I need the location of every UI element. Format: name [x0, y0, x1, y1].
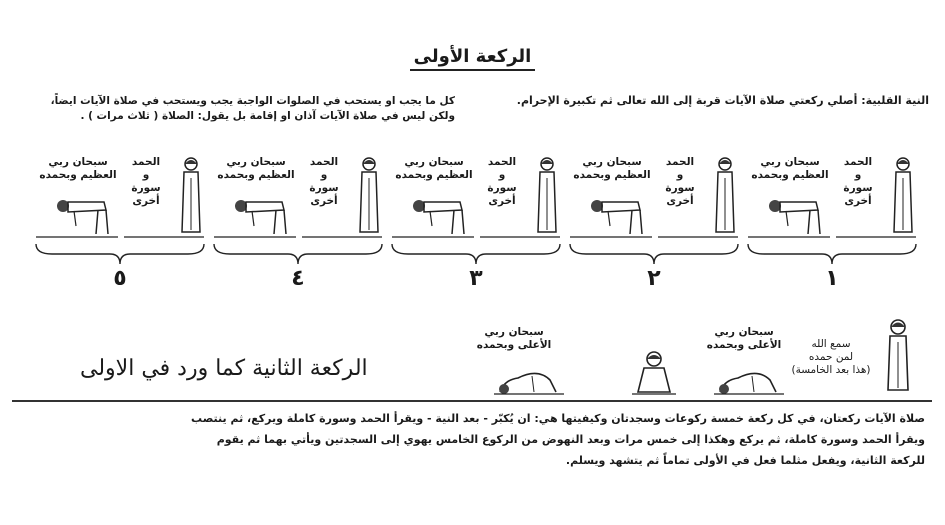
standing-figure-icon: [712, 156, 738, 234]
second-rakah-text: الركعة الثانية كما ورد في الاولى: [80, 356, 368, 381]
ruku-label: سبحان ربي العظيم وبحمده: [573, 156, 651, 181]
bowing-figure: [232, 196, 294, 240]
ground-line: [32, 236, 208, 270]
raku-number: ٥: [113, 266, 127, 291]
bowing-figure: [54, 196, 116, 240]
standing-figure: [178, 156, 204, 238]
raku-number: ٣: [469, 266, 483, 291]
raku-number: ٢: [647, 266, 661, 291]
brace-icon: [744, 236, 920, 266]
ruku-figure-icon: [588, 196, 650, 236]
stand-label: الحمد و سورة أخرى: [487, 156, 517, 207]
brace-icon: [566, 236, 742, 266]
divider: [12, 400, 932, 402]
standing-figure-icon: [178, 156, 204, 234]
ruku-label: سبحان ربي العظيم وبحمده: [751, 156, 829, 181]
brace-icon: [210, 236, 386, 266]
sujud-figure-2: [494, 362, 564, 402]
sujud1-label: سبحان ربي الأعلى وبحمده: [706, 326, 782, 351]
ground-line: [388, 236, 564, 270]
raku-number: ٤: [291, 266, 305, 291]
title-text: الركعة الأولى: [410, 46, 536, 71]
stand-label: الحمد و سورة أخرى: [131, 156, 161, 207]
ruku-figure-icon: [410, 196, 472, 236]
ruku-figure-icon: [232, 196, 294, 236]
ground-line: [210, 236, 386, 270]
brace-icon: [388, 236, 564, 266]
jalsa-figure: [632, 350, 676, 402]
standing-figure-icon: [534, 156, 560, 234]
standing-figure-icon: [890, 156, 916, 234]
stand-label: الحمد و سورة أخرى: [665, 156, 695, 207]
standing-figure: [890, 156, 916, 238]
sujud2-label: سبحان ربي الأعلى وبحمده: [476, 326, 552, 351]
explanation-line-2: ويقرأ الحمد وسورة كاملة، ثم يركع وهكذا إلى خمس مرات وبعد النهوض من الركوع الخامس يهوي إلى السجدتين ويأتي بهما ثم يقوم: [216, 433, 925, 446]
ground-line: [566, 236, 742, 270]
page-title: [0, 46, 945, 67]
standing-figure: [534, 156, 560, 238]
note-line-2: ولكن ليس في صلاة الآيات آذان او إقامة بل يقول: الصلاة ( ثلاث مرات ) .: [80, 110, 455, 122]
bowing-figure: [410, 196, 472, 240]
bowing-figure: [588, 196, 650, 240]
standing-figure-icon: [880, 318, 916, 394]
sitting-figure-icon: [632, 350, 676, 398]
qiyam-label: سمع الله لمن حمده (هذا بعد الخامسة): [791, 338, 871, 376]
ruku-figure-icon: [766, 196, 828, 236]
note-block: [5, 94, 455, 124]
bowing-figure: [766, 196, 828, 240]
stand-label: الحمد و سورة أخرى: [309, 156, 339, 207]
intent-text: النية القلبية: أصلي ركعتي صلاة الآيات قربة إلى الله تعالى ثم تكبيرة الإحرام.: [516, 94, 929, 107]
sujud-figure-icon: [494, 362, 564, 398]
qiyam-figure: [880, 318, 916, 398]
standing-figure: [356, 156, 382, 238]
explanation-line-1: صلاة الآيات ركعتان، في كل ركعة خمسة ركوعات وسجدتان وكيفيتها هي: ان يُكبّر - بعد النية - ويقرأ الحمد وسورة كاملة ويركع، ثم ينتصب: [191, 412, 925, 425]
ground-line: [744, 236, 920, 270]
standing-figure-icon: [356, 156, 382, 234]
explanation-block: [20, 408, 925, 471]
ruku-figure-icon: [54, 196, 116, 236]
ruku-label: سبحان ربي العظيم وبحمده: [217, 156, 295, 181]
brace-icon: [32, 236, 208, 266]
ruku-label: سبحان ربي العظيم وبحمده: [39, 156, 117, 181]
explanation-line-3: للركعة الثانية، ويفعل مثلما فعل في الأولى تماماً ثم يتشهد ويسلم.: [565, 454, 925, 467]
stand-label: الحمد و سورة أخرى: [843, 156, 873, 207]
raku-number: ١: [825, 266, 839, 291]
ruku-label: سبحان ربي العظيم وبحمده: [395, 156, 473, 181]
note-line-1: كل ما يجب او يستحب في الصلوات الواجبة يجب ويستحب في صلاة الآيات ايضاً،: [50, 95, 455, 107]
sujud-figure-icon: [714, 362, 784, 398]
standing-figure: [712, 156, 738, 238]
sujud-figure-1: [714, 362, 784, 402]
